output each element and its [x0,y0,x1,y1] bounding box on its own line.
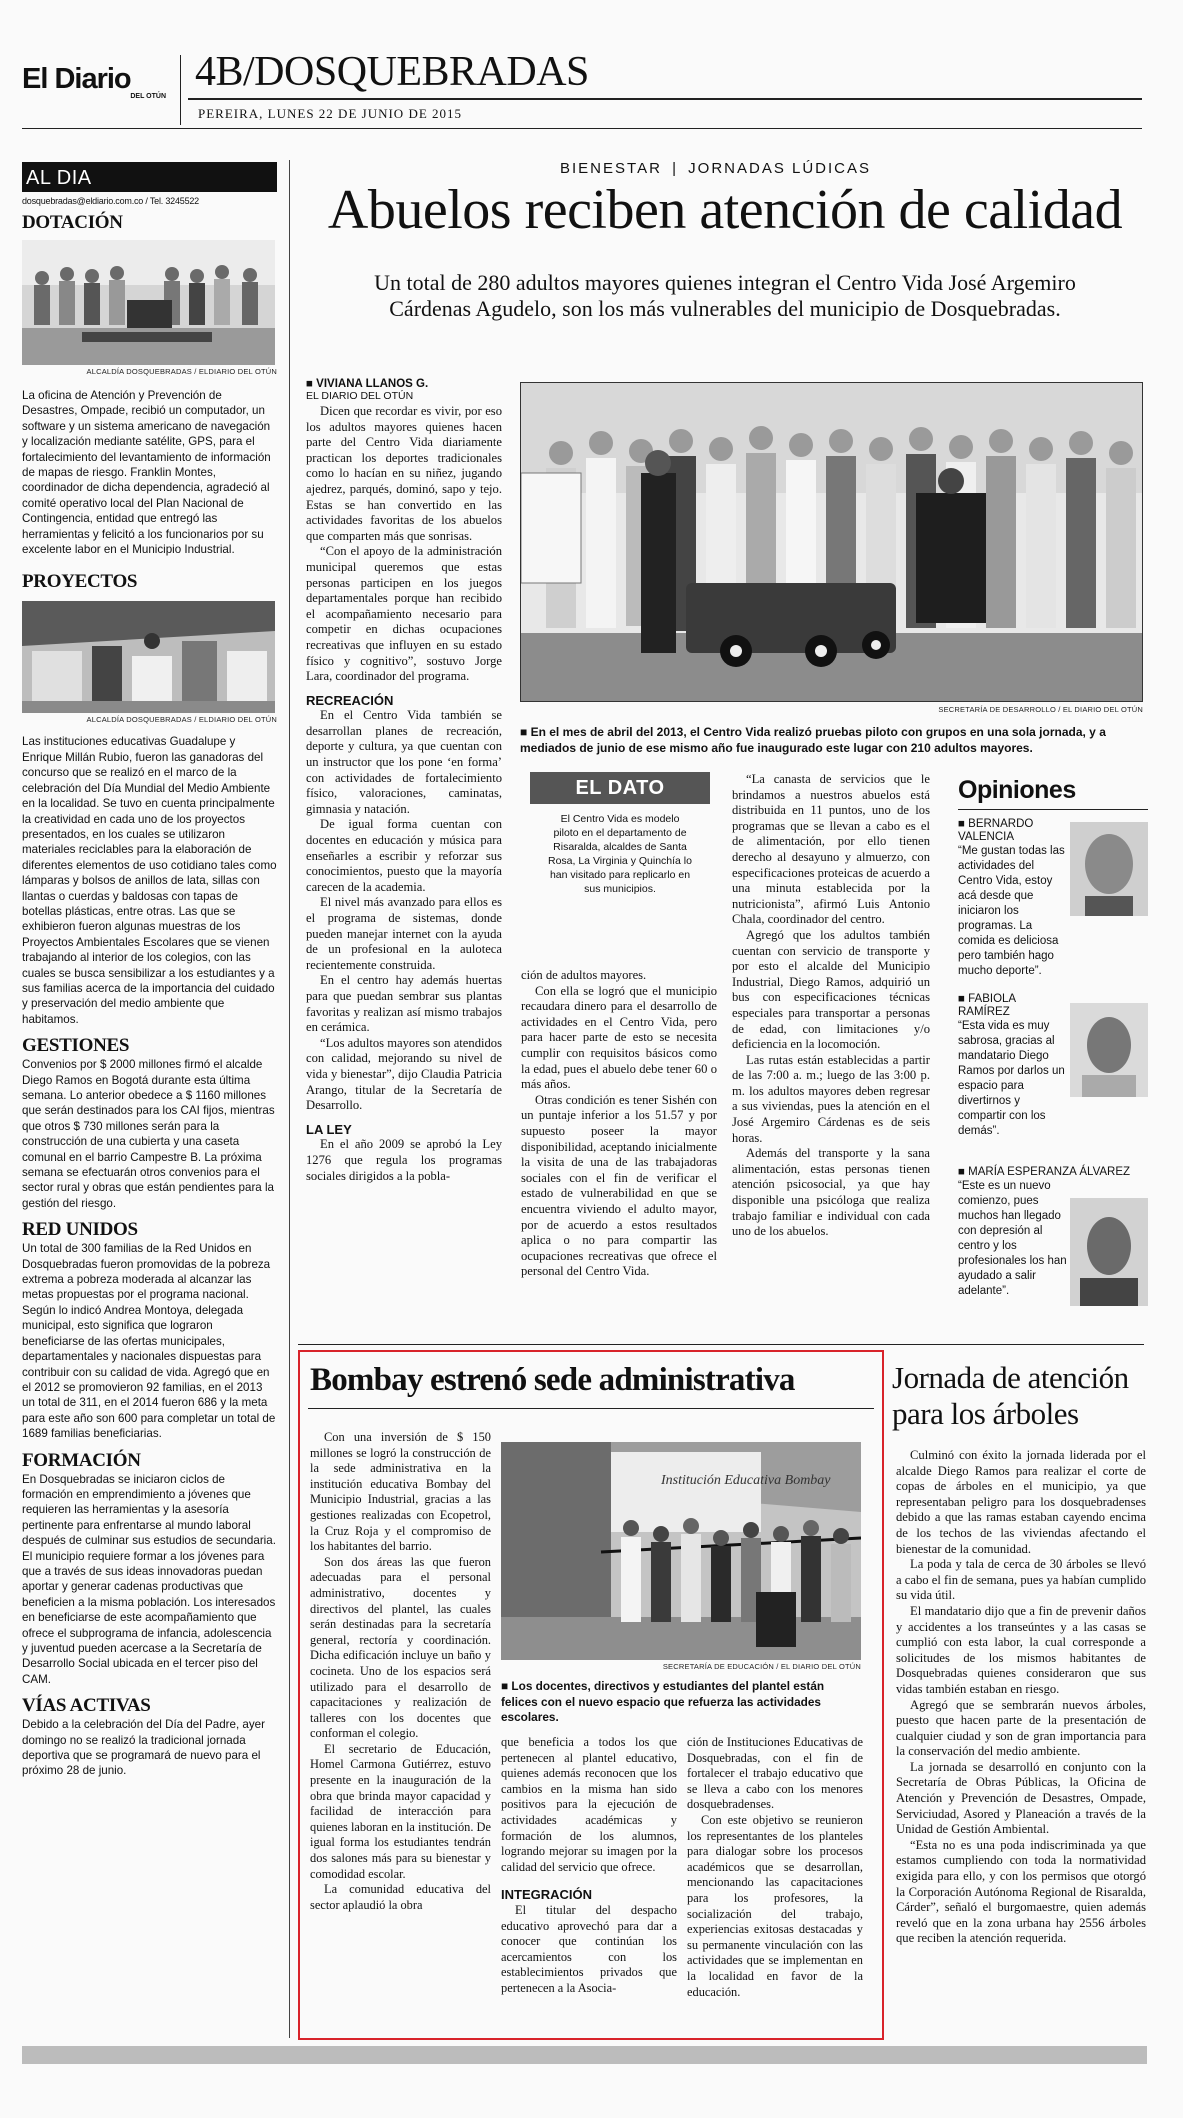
bombay-caption [501,1679,863,1726]
kicker-right: JORNADAS LÚDICAS [688,160,872,177]
col1-paragraph: “Los adultos mayores son atendidos con calidad, mejorando su nivel de vida y bienestar”, dijo Claudia Patricia Arango, titular de la Secretaría de Desarrollo. [306,1035,502,1113]
bombay-photo-sign: Institución Educativa Bombay [661,1473,831,1488]
logo-text: El Diario [22,63,131,95]
proyectos-photo [22,601,275,713]
header-bottom-rule [22,128,1142,129]
dotacion-photo [22,240,275,365]
dotacion-photo-image [22,240,275,365]
bombay-caption-square: ■ [501,1679,512,1693]
header-divider [180,55,181,125]
bombay-paragraph: Con una inversión de $ 150 millones se logró la construcción de la sede administrativa en la institución educativa Bombay del Municipio Industrial, gracias a las gestiones realizadas con Ecopetrol, la Cruz Roja y el compromiso de los habitantes del barrio. [310,1430,491,1554]
opinions-rule [958,809,1148,810]
bombay-photo [501,1442,861,1660]
red-unidos-text: Un total de 300 familias de la Red Unidos en Dosquebradas fueron promovidas de la pobreza extrema a pobreza moderada al alcanzar las metas propuestas por el programa nacional. Según lo indicó Andrea Montoya, delegada municipal, esto significa que lograron beneficiarse de las ofertas municipales, departamentales y nacionales dispuestas para contribuir con su calidad de vida. Agregó que en el 2012 se promovieron 92 familias, en el 2013 un total de 311, en el 2014 fueron 686 y la meta para este año son 600 para completar un total de 1689 familias beneficiarias. [22,1242,276,1441]
main-headline: Abuelos reciben atención de calidad [327,179,1123,241]
col1-body [306,404,502,1184]
bombay-caption-text: Los docentes, directivos y estudiantes del plantel están felices con el nuevo espacio que refuerza las actividades escolares. [501,1679,825,1724]
bombay-col2 [501,1735,677,1997]
bombay-col1 [310,1430,491,1913]
logo-subtext: DEL OTÚN [130,93,166,100]
formacion-text: En Dosquebradas se iniciaron ciclos de formación en emprendimiento a jóvenes que requieren las herramientas y la asesoría pertinente para enfrentarse al mundo laboral después de culminar sus estudios de secundaria. El municipio requiere formar a los jóvenes para que a través de sus ideas innovadoras puedan aportar y generar cadenas productivas que beneficien a la misma población. Los interesados en beneficiarse de este acompañamiento que ofrece el subprograma de infancia, adolescencia y juventud pueden acercase a la Secretaría de Desarrollo Social ubicada en el tercer piso del CAM. [22,1472,276,1686]
col1-paragraph: De igual forma cuentan con docentes en educación y música para enseñarles a escribir y reforzar sus conocimientos, puesto que la mayoría carecen de la academia. [306,817,502,894]
col1-paragraph: En el año 2009 se aprobó la Ley 1276 que regula los programas sociales dirigidos a la pobla- [306,1137,502,1183]
arboles-headline: Jornada de atención para los árboles [892,1360,1129,1431]
bombay-photo-image [501,1442,861,1660]
proyectos-credit: ALCALDÍA DOSQUEBRADAS / ELDIARIO DEL OTÚN [86,715,277,725]
bombay-photo-credit: SECRETARÍA DE EDUCACIÓN / EL DIARIO DEL OTÚN [662,1662,861,1671]
lower-section-rule [298,1344,1144,1345]
bombay-paragraph: Son dos áreas las que fueron adecuadas para el personal administrativo, docentes y directivos del plantel, las cuales serán destinadas para la secretaría general, rectoría y coordinación. Dicha edificación incluye un baño y cocineta. Uno de los espacios será utilizado para el desarrollo de capacitaciones y realización de talleres con los docentes que conforman el colegio. [310,1554,491,1741]
vias-heading: VÍAS ACTIVAS [22,1695,151,1717]
opinion-name-text: FABIOLA RAMÍREZ [958,993,1016,1018]
main-caption-text: En el mes de abril del 2013, el Centro Vida realizó pruebas piloto con grupos en una sola jornada, y a mediados de junio de ese mismo año fue inaugurado este lugar con 210 adultos mayores. [520,725,1106,755]
sidebar-contact: dosquebradas@eldiario.com.co / Tel. 3245522 [22,196,199,206]
byline-square: ■ [306,378,317,390]
opinion-text: “Este es un nuevo comienzo, pues muchos han llegado con depresión al centro y los profesionales los han ayudado a salir adelante”. [958,1180,1067,1297]
bombay-headline-rule [308,1408,874,1409]
kicker-separator: | [672,160,678,177]
bombay-paragraph: El secretario de Educación, Homel Carmona Gutiérrez, estuvo presente en la inauguración de la obra que brinda mayor capacidad y facilidad de interacción para quienes laboran en la institución. De igual forma los estudiantes tendrán dos salones más para su bienestar y comodidad escolar. [310,1741,491,1881]
arboles-paragraph: La jornada se desarrolló en conjunto con la Secretaría de Obras Públicas, la Oficina de Atención y Prevención de Desastres, Ompade, Serviciudad, Asored y Planeación a través de la Unidad de Gestión Ambiental. [896,1759,1146,1837]
byline [306,378,502,390]
dateline: PEREIRA, LUNES 22 DE JUNIO DE 2015 [198,106,463,121]
section-title: 4B/DOSQUEBRADAS [195,49,589,95]
bombay-col3 [687,1735,863,2000]
opinion-item [958,1166,1148,1336]
opinion-name-text: MARÍA ESPERANZA ÁLVAREZ [968,1166,1131,1178]
opinion-portrait [1070,1003,1148,1097]
formacion-heading: FORMACIÓN [22,1449,141,1471]
byline-outlet: EL DIARIO DEL OTÚN [306,390,414,402]
opinion-square: ■ [958,818,969,830]
col2-paragraph: Con ella se logró que el municipio recaudara dinero para el desarrollo de actividades en el Centro Vida, pero para hacer parte de esto se necesita cumplir con requisitos básicos como la edad, pues el abuelo debe tener 60 o más años. [521,983,717,1092]
col3-paragraph: Agregó que los adultos también cuentan con servicio de transporte y por esto el alcalde del Municipio Industrial, Diego Ramos, adquirió un bus con especificaciones técnicas especiales para transportar a personas de edad, con limitaciones y/o deficiencia en la locomoción. [732,927,930,1052]
arboles-paragraph: La poda y tala de cerca de 30 árboles se llevó a cabo el fin de semana, pues ya habían cumplido su vida útil. [896,1557,1146,1603]
dato-title: EL DATO [530,772,710,804]
col1-paragraph: “Con el apoyo de la administración municipal queremos que estas personas participen en los juegos departamentales porque han recibido el acompañamiento necesario para competir en dichas ocupaciones recreativas que influyen en su estado físico y cognitivo”, sostuvo Jorge Lara, coordinador del programa. [306,544,502,684]
main-deck: Un total de 280 adultos mayores quienes integran el Centro Vida José Argemiro Cárdenas Agudelo, son los más vulnerables del municipio de Dosquebradas. [374,270,1076,321]
byline-name: VIVIANA LLANOS G. [316,378,429,390]
vias-text: Debido a la celebración del Día del Padre, ayer domingo no se realizó la tradicional jornada deportiva que se programará de nuevo para el próximo 28 de junio. [22,1718,265,1778]
integracion-subhead: INTEGRACIÓN [501,1887,592,1903]
caption-square: ■ [520,725,531,739]
arboles-paragraph: El mandatario dijo que a fin de prevenir daños y accidentes a los transeúntes y a las casas se cumplió con esta labor, la cual corresponde a solicitudes de los mismos habitantes de Dosquebradas quienes consideraron que sus vidas también estaban en riesgo. [896,1603,1146,1696]
col1-paragraph: El nivel más avanzado para ellos es el programa de sistemas, donde pueden manejar internet con la ayuda de un profesional en la auloteca recientemente construida. [306,895,502,972]
main-photo-credit: SECRETARÍA DE DESARROLLO / EL DIARIO DEL OTÚN [938,705,1143,714]
col3-paragraph: “La canasta de servicios que le brindamos a nuestros abuelos está distribuida en 11 puntos, uno de los programas que se llevan a cabo es el de alimentación, por ello tienen derecho al desayuno y almuerzo, con especificaciones proteicas de acuerdo a una minuta establecida por la nutricionista”, afirmó Luis Antonio Chala, coordinador del centro. [732,772,930,927]
opinion-name [958,993,1068,1019]
proyectos-text: Las instituciones educativas Guadalupe y Enrique Millán Rubio, fueron las ganadoras del concurso que se realizó en el marco de la celebración del Día Mundial del Medio Ambiente en la localidad. Se tuvo en cuenta principalmente la creatividad en cada uno de los proyectos presentados, en los cuales se utilizaron materiales reciclables para la elaboración de diferentes elementos de uso cotidiano tales como lámparas y bolsos de anillos de lata, sillas con llantas o cuerdas y baldosas con tapas de botellas plásticas, entre otras. Las que se exhibieron fueron algunas muestras de los Proyectos Ambientales Escolares que se vienen trabajando al interior de los colegios, con las cuales se busca sensibilizar a los estudiantes y a sus familias acerca de la importancia del cuidado y preservación del medio ambiente que habitamos. [22,735,277,1026]
bombay-paragraph: ción de Instituciones Educativas de Dosquebradas, con el fin de fortalecer el trabajo educativo que se lleva a cabo con los menores dosquebradenses. [687,1735,863,1812]
sidebar-divider [289,160,290,2038]
opinions [958,776,1148,1336]
col1-paragraph: En el Centro Vida también se desarrollan planes de recreación, deporte y cultura, ya que cuentan con un instructor que los pone ‘en forma’ con actividades de fortalecimiento físico, valoraciones, caminatas, gimnasia y natación. [306,708,502,816]
proyectos-photo-image [22,601,275,713]
opinion-portrait [1070,822,1148,916]
arboles-paragraph: Agregó que se sembrarán nuevos árboles, puesto que hacen parte de la presentación de cualquier ciudad y son de gran importancia para la conservación del medio ambiente. [896,1697,1146,1759]
gestiones-heading: GESTIONES [22,1035,130,1057]
dato-text: El Centro Vida es modelo piloto en el departamento de Risaralda, alcaldes de Santa Rosa, La Virginia y Quinchía lo han visitado para replicarlo en sus municipios. [548,813,692,895]
opinion-name [958,818,1068,844]
kicker-left: BIENESTAR [560,160,662,177]
col1-paragraph: Dicen que recordar es vivir, por eso los adultos mayores quienes hacen parte del Centro Vida diariamente practican los deportes tradicionales como lo hacían en su niñez, jugando ajedrez, parqués, dominó, sapo y tejo. Estas se han convertido en las actividades favoritas de los abuelos que comparten más que sonrisas. [306,404,502,543]
masthead-logo [22,64,172,100]
bottom-band [22,2046,1147,2064]
bombay-article-box [298,1350,884,2040]
gestiones-text: Convenios por $ 2000 millones firmó el alcalde Diego Ramos en Bogotá durante esta última semana. Lo anterior obedece a $ 1160 millones que serán destinados para los CAI fijos, mientras que otros $ 730 millones serán para la construcción de una cubierta y una caseta comunal en el barrio Campestre B. La próxima semana se efectuarán otros convenios para el sector rural y obras que están pendientes para la gestión del riesgo. [22,1058,275,1210]
dato-box [530,772,710,896]
opinions-title: Opiniones [958,776,1076,804]
proyectos-heading: PROYECTOS [22,571,138,593]
header-rule [188,98,1142,100]
dotacion-credit: ALCALDÍA DOSQUEBRADAS / ELDIARIO DEL OTÚN [86,367,277,376]
red-unidos-heading: RED UNIDOS [22,1219,138,1241]
col2-paragraph: ción de adultos mayores. [521,968,647,982]
bombay-paragraph: que beneficia a todos los que pertenecen al plantel educativo, quienes además reconocen que los cambios en la misma han sido positivos para la ejecución de actividades académicas y formación de los alumnos, logrando mejorar su imagen por la calidad del servicio que ofrece. [501,1735,677,1874]
bombay-paragraph: La comunidad educativa del sector aplaudió la obra [310,1882,491,1912]
bombay-headline: Bombay estrenó sede administrativa [310,1362,795,1398]
opinion-text: “Esta vida es muy sabrosa, gracias al mandatario Diego Ramos por darlos un espacio para divertirnos y compartir con los demás”. [958,1020,1065,1137]
opinion-item [958,993,1148,1166]
ley-subhead: LA LEY [306,1121,352,1137]
arboles-paragraph: “Esta no es una poda indiscriminada ya que estamos cumpliendo con toda la normatividad exigida para ello, y con los permisos que otorgó la Corporación Autónoma Regional de Risaralda, Cárder”, señaló el burgomaestre, quien además reveló que en la zona urbana hay 2556 árboles que reciben la atención requerida. [896,1837,1146,1946]
main-photo-image [521,383,1143,702]
dotacion-heading: DOTACIÓN [22,212,123,233]
opinion-name [958,1166,1148,1179]
arboles-paragraph: Culminó con éxito la jornada liderada por el alcalde Diego Ramos para realizar el corte de copas de árboles en el municipio, ya que representaban peligro para los dosquebradenses debido a que las ramas estaban cayendo encima de los techos de las viviendas afectando el bienestar de la comunidad. [896,1448,1146,1556]
kicker [560,160,871,177]
bombay-paragraph: El titular del despacho educativo aprovechó para dar a conocer que continúan los acercamientos con los establecimientos privados que pertenecen a la Asocia- [501,1902,677,1995]
col1-paragraph: En el centro hay además huertas para que puedan sembrar sus plantas favoritas y realizan así mismo trabajos en cerámica. [306,973,502,1035]
main-col2 [521,968,717,1280]
col2-paragraph: Otras condición es tener Sishén con un puntaje inferior a los 51.57 y por supuesto poseer la mayor disponibilidad, aceptando inicialmente la visita de una de las trabajadoras sociales con el fin de verificar el estado de vulnerabilidad en que se encuentra viviendo el adulto mayor, por de acuerdo a estos resultados aplica o no para compartir las ocupaciones recreativas que ofrece el personal del Centro Vida. [521,1092,717,1279]
recreacion-subhead: RECREACIÓN [306,692,394,708]
opinion-square: ■ [958,993,969,1005]
main-col1 [306,378,502,1184]
opinion-portrait [1070,1198,1148,1306]
main-photo-caption [520,724,1143,756]
opinion-name-text: BERNARDO VALENCIA [958,818,1034,843]
col3-paragraph: Las rutas están establecidas a partir de las 7:00 a. m.; luego de las 3:00 p. m. los adultos mayores deben regresar a sus viviendas, pues la atención en el José Argemiro Cárdenas es de seis horas. [732,1052,930,1145]
main-photo [520,382,1143,702]
sidebar-title: AL DIA [22,162,277,192]
dotacion-text: La oficina de Atención y Prevención de Desastres, Ompade, recibió un computador, un software y un sistema americano de navegación y localización mediante satélite, GPS, para el fortalecimiento del levantamiento de información de mapas de riesgo. Franklin Montes, coordinador de dicha dependencia, agradeció al comité operativo local del Plan Nacional de Contingencia, entidad que entregó las herramientas y felicitó a los funcionarios por su excelente labor en el Municipio Industrial. [22,389,271,557]
opinion-square: ■ [958,1166,969,1178]
bombay-paragraph: Con este objetivo se reunieron los representantes de los planteles para dialogar sobre los procesos académicos que se desarrollan, mencionando las capacitaciones para los profesores, la socialización del trabajo, experiencias exitosas destacadas y su permanente vinculación con las actividades que se implementan en la localidad en favor de la educación. [687,1812,863,1999]
arboles-body [896,1448,1146,1947]
opinion-text: “Me gustan todas las actividades del Centro Vida, estoy acá desde que iniciaron los programas. La comida es deliciosa pero también hago mucho deporte”. [958,845,1065,977]
sidebar [22,162,277,1779]
opinion-item [958,818,1148,993]
col3-paragraph: Además del transporte y la sana alimentación, estas personas tienen atención psicosocial, ya que hay disponible una psicóloga que realiza trabajo familiar e individual con cada uno de los abuelos. [732,1146,930,1239]
main-col3 [732,772,930,1240]
